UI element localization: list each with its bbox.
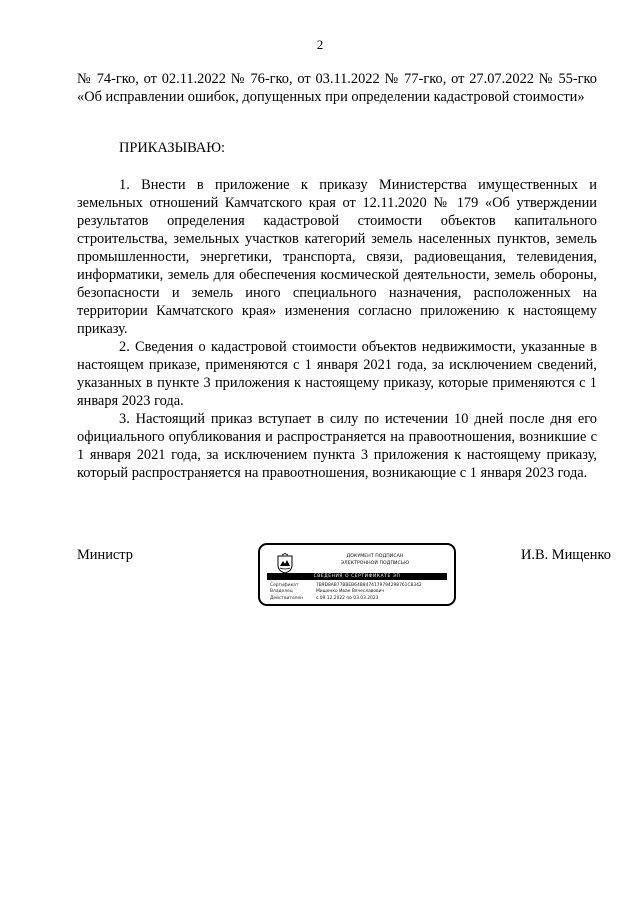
signer-name: И.В. Мищенко: [521, 547, 611, 563]
stamp-header: [300, 554, 450, 567]
stamp-certificate-bar: СВЕДЕНИЯ О СЕРТИФИКАТЕ ЭП: [267, 573, 447, 580]
coat-of-arms-icon: [276, 553, 294, 574]
stamp-value: Мищенко Иван Вячеславович: [316, 589, 385, 595]
paragraph-3: 3. Настоящий приказ вступает в силу по истечении 10 дней после дня его официального опубликования и распространяется на правоотношения, возникшие с 1 января 2021 года, за исключением пункта 3 приложения к настоящему приказу, который распространяется на правоотношения, возникающие с 1 января 2023 года.: [77, 411, 597, 481]
intro-text: № 74-гко, от 02.11.2022 № 76-гко, от 03.11.2022 № 77-гко, от 27.07.2022 № 55-гко «Об исправлении ошибок, допущенных при определении кадастровой стоимости»: [77, 71, 597, 105]
paragraph-1: 1. Внести в приложение к приказу Министерства имущественных и земельных отношений Камчатского края от 12.11.2020 № 179 «Об утверждении результатов определения кадастровой стоимости объектов капитального строительства, земельных участков категорий земель населенных пунктов, земель промышленности, энергетики, транспорта, связи, радиовещания, телевидения, информатики, земель для обеспечения космической деятельности, земель обороны, безопасности и земель иного специального назначения, расположенных на территории Камчатского края» изменения согласно приложению к настоящему приказу.: [77, 177, 597, 337]
order-body: [77, 176, 597, 482]
stamp-details: [270, 583, 450, 602]
paragraph-2: 2. Сведения о кадастровой стоимости объектов недвижимости, указанные в настоящем приказе, применяются с 1 января 2021 года, за исключением сведений, указанных в пункте 3 приложения к настоящему приказу, которые применяются с 1 января 2023 года.: [77, 339, 597, 409]
stamp-label: Сертификат: [270, 583, 299, 588]
stamp-label: Владелец: [270, 589, 293, 595]
stamp-header-line2: ЭЛЕКТРОННОЙ ПОДПИСЬЮ: [340, 560, 410, 566]
stamp-row-valid: [270, 596, 450, 602]
stamp-value: с 09.12.2022 по 03.03.2023: [316, 595, 379, 601]
order-heading: ПРИКАЗЫВАЮ:: [119, 140, 226, 156]
signer-title: Министр: [77, 547, 133, 563]
stamp-label: Действителен: [270, 595, 304, 601]
intro-paragraph: [77, 70, 597, 106]
stamp-value: 7B9D8AB77BBEB64B8474179794298761C8342: [316, 583, 422, 588]
stamp-header-line1: ДОКУМЕНТ ПОДПИСАН: [346, 554, 404, 559]
page-number: 2: [316, 37, 324, 52]
electronic-signature-stamp: [258, 543, 456, 606]
